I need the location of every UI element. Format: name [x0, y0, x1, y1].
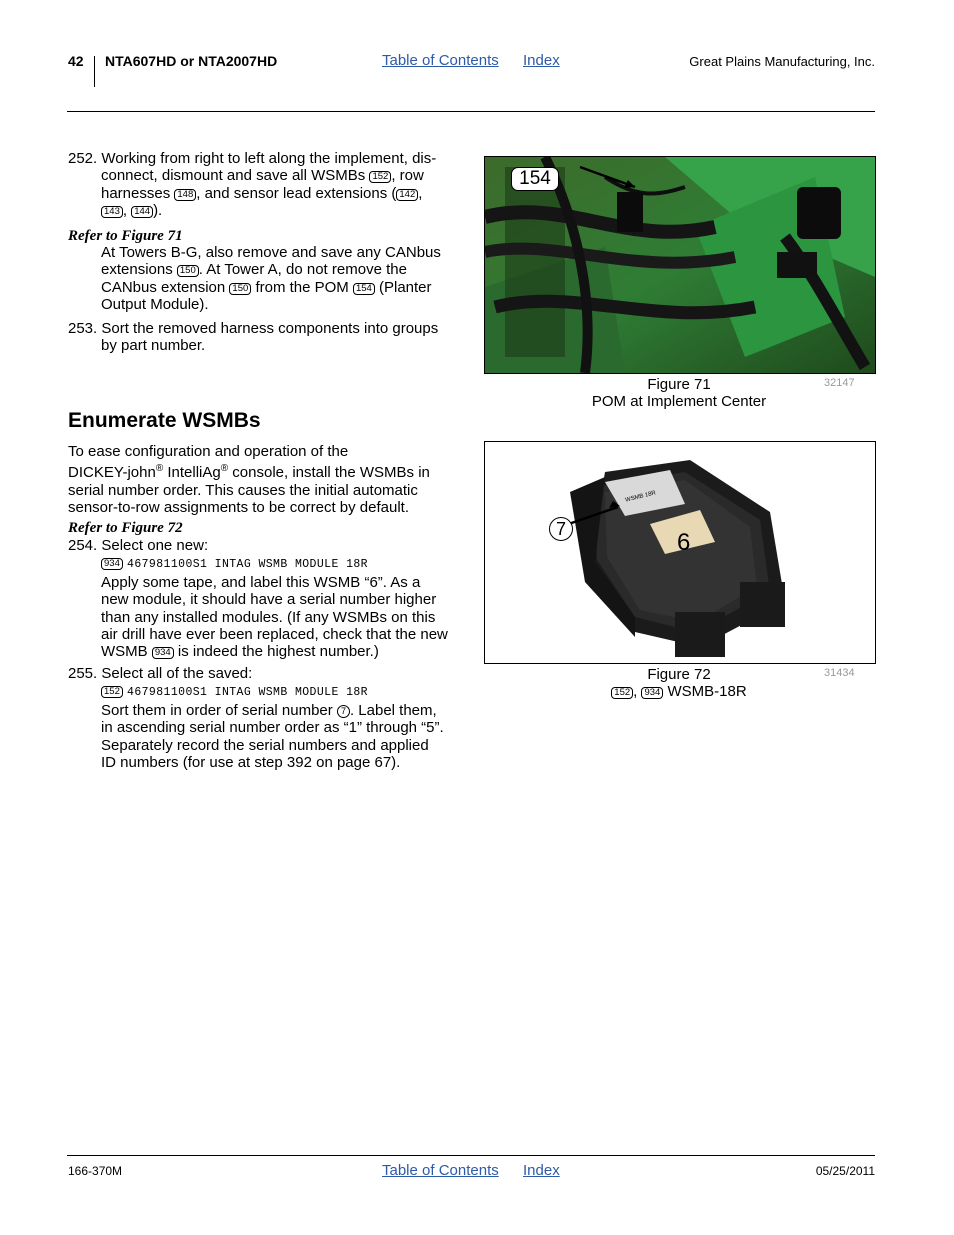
ref-callout: 154 — [353, 283, 375, 295]
ref-callout: 150 — [229, 283, 251, 295]
figure-71-photo-id: 32147 — [824, 377, 855, 389]
ref-callout: 143 — [101, 206, 123, 218]
ref-callout: 152 — [369, 171, 391, 183]
ref-callout: 152 — [611, 687, 633, 699]
step-number: 255. — [68, 665, 98, 682]
circled-callout: 7 — [337, 705, 350, 718]
company-name: Great Plains Manufacturing, Inc. — [689, 54, 875, 69]
publication-date: 05/25/2011 — [815, 1164, 875, 1178]
module-label: WSMB 18R — [624, 490, 657, 504]
tape-label: 6 — [677, 529, 691, 556]
ref-callout: 142 — [396, 189, 418, 201]
step-253: 253. Sort the removed harness components into groups by part number. — [68, 320, 439, 355]
part-number: 467981100S1 INTAG WSMB MODULE 18R — [127, 686, 368, 700]
figure-72-photo-id: 31434 — [824, 667, 855, 679]
figure-72-callout: 7 — [549, 517, 573, 541]
ref-callout: 934 — [641, 687, 663, 699]
ref-callout: 934 — [152, 647, 174, 659]
header-divider — [94, 56, 95, 87]
figure-72-photo — [484, 441, 876, 664]
figure-72-caption: Figure 72 152 , 934 WSMB-18R — [484, 666, 874, 700]
figure-71-callout: 154 — [511, 167, 559, 191]
intro-paragraph: To ease configuration and operation of the DICKEY-john® IntelliAg® console, install the WSMBs in serial number order. This causes the initial automatic sensor-to-row assignments to be correct by default. — [68, 443, 430, 517]
ref-callout: 150 — [177, 265, 199, 277]
section-heading: Enumerate WSMBs — [68, 409, 261, 432]
refer-figure-72: Refer to Figure 72 — [68, 520, 183, 536]
page-number: 42 — [68, 53, 84, 69]
figure-71-caption: Figure 71 POM at Implement Center — [591, 376, 767, 410]
figure-71-photo — [484, 156, 876, 374]
toc-link[interactable]: Table of Contents — [382, 52, 499, 69]
step-252: 252. Working from right to left along the implement, dis- connect, dismount and save all WSMBs 152 , row harnesses 148 , and sensor lead extensions ( 142 , 143 , 144 ). — [68, 150, 437, 220]
footer-rule — [67, 1155, 875, 1156]
footer-toc-link[interactable]: Table of Contents — [382, 1162, 499, 1179]
ref-callout: 934 — [101, 558, 123, 570]
document-number: 166-370M — [68, 1164, 123, 1178]
header-rule — [67, 111, 875, 112]
document-title: NTA607HD or NTA2007HD — [105, 53, 278, 69]
step-number: 252. — [68, 150, 98, 167]
footer-index-link[interactable]: Index — [523, 1162, 560, 1179]
ref-callout: 144 — [131, 206, 153, 218]
towers-note: At Towers B-G, also remove and save any CANbus extensions 150 . At Tower A, do not remove the CANbus extension 150 from the POM 154 (Planter Output Module). — [101, 244, 441, 314]
index-link[interactable]: Index — [523, 52, 560, 69]
ref-callout: 152 — [101, 686, 123, 698]
step-255: 255. Select all of the saved: 152 467981100S1 INTAG WSMB MODULE 18R Sort them in order of serial number 7 . Label them, in ascending serial number order as “1” through “5”. Separately record the serial numbers and applied ID numbers (for use at step 392 on page 67). — [68, 665, 444, 772]
step-254: 254. Select one new: 934 467981100S1 INTAG WSMB MODULE 18R Apply some tape, and label this WSMB “6”. As a new module, it should have a serial number higher than any installed modules. (If any WSMBs on this air drill have ever been replaced, check that the new WSMB 934 is indeed the highest number.) — [68, 537, 448, 661]
ref-callout: 148 — [174, 189, 196, 201]
step-number: 253. — [68, 320, 98, 337]
part-number: 467981100S1 INTAG WSMB MODULE 18R — [127, 558, 368, 572]
step-number: 254. — [68, 537, 98, 554]
refer-figure-71: Refer to Figure 71 — [68, 228, 183, 244]
